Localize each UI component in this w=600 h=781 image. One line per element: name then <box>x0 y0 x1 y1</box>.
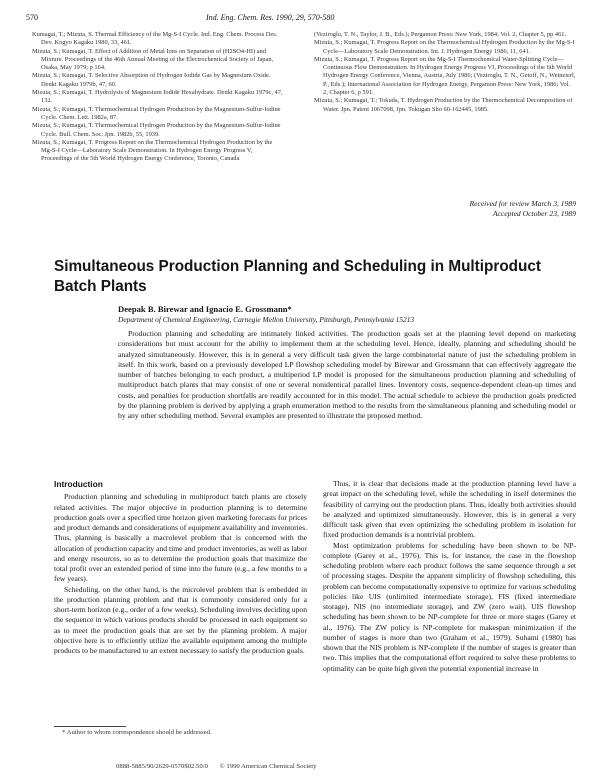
references-left-column <box>32 31 284 164</box>
body-paragraph: Most optimization problems for scheduling have been shown to be NP-complete (Garey et al., 1976). This is, for instance, the case in the flowshop scheduling problem where each product follows the same sequence through a set of processing stages. Despite the apparent simplicity of flowshop scheduling, this problem can become computationally expensive to optimize for various scheduling policies like UIS (unlimited intermediate storage), FIS (fixed intermediate storage), NIS (no intermediate storage), and ZW (zero wait). UIS flowshop scheduling has been shown to be NP-complete for three or more stages (Garey et al., 1976). The ZW policy is NP-complete for makespan minimization if the number of stages is more than two (Graham et al., 1979). Suhami (1980) has shown that the NIS problem is NP-complete if the number of stages is greater than two. This implies that the computational effort required to solve these problems to optimality can be quite high given the potential exponential increase in <box>323 540 576 673</box>
footnote-divider <box>54 726 126 727</box>
reference-entry: Mizuta, S.; Kumagai, T. Progress Report on the Thermochemical Hydrogen Production by the Mg-S-I Cycle—Laboratory Scale Demonstration. Int. J. Hydrogen Energy 1986, 11, 641. <box>314 39 575 55</box>
abstract-text: Production planning and scheduling are intimately linked activities. The production goals set at the planning level depend on marketing considerations but must account for the ability to implement them at the scheduling level. Hence, ideally, planning and scheduling should be analyzed simultaneously. However, this is in general a very difficult task given the large combinatorial nature of just the scheduling problem in itself. In this work, based on a previously developed LP flowshop scheduling model by Birewar and Grossmann that can effectively aggregate the number of batches belonging to each product, a multiperiod LP model is proposed for the simultaneous production planning and scheduling of multiproduct batch plants that may consist of one or several nonidentical parallel lines. Inventory costs, sequence-dependent clean-up times and costs, and penalties for production shortfalls are readily accounted for in this model. The actual schedule to achieve the production goals predicted by the planning problem is derived by applying a graph enumeration method to the results from the simultaneous planning and scheduling model or by any other scheduling method. Several examples are presented to illustrate the proposed method. <box>118 329 576 421</box>
page-footer <box>116 763 316 770</box>
reference-entry: Mizuta, S.; Kumagai, T. Thermochemical Hydrogen Production by the Magnesium-Sulfur-Iodine Cycle. Bull. Chem. Soc. Jpn. 1982b, 55, 1939. <box>32 122 281 138</box>
abstract <box>118 329 576 422</box>
reference-entry: Mizuta, S.; Kumagai, T. Progress Report on the Thermochemical Hydrogen Production by the Mg-S-I Cycle—Laboratory Scale Demonstration. In Hydrogen Energy Progress V, Proceedings of the 5th World Hydrogen Energy Conference, Toronto, Canada <box>32 138 273 163</box>
footnote: * Author to whom correspondence should be addressed. <box>62 729 212 736</box>
received-dates <box>430 199 576 219</box>
body-column-left <box>54 479 307 656</box>
body-column-right <box>323 479 576 674</box>
body-paragraph: Thus, it is clear that decisions made at the production planning level have a great impact on the scheduling level, while the scheduling in itself determines the feasibility of carrying out the production plans. Thus, ideally both activities should be analyzed and optimized simultaneously. However, this is in general a very difficult task given that even optimizing the scheduling problem in isolation for fixed production demands is a nontrivial problem. <box>323 479 576 540</box>
author-affiliation: Department of Chemical Engineering, Carnegie Mellon University, Pittsburgh, Pennsylvania 15213 <box>118 315 415 324</box>
page-number: 570 <box>26 13 38 22</box>
body-paragraph: Scheduling, on the other hand, is the microlevel problem that is embedded in the production planning problem and that is commonly considered only for a short-term horizon (e.g., order of a few weeks). Scheduling involves deciding upon the sequence in which various products should be processed in each equipment so as to meet the production goals that are set by the planning problem. A major objective here is to efficiently utilize the available equipment among the multiple products to be manufactured to an extent necessary to satisfy the production goals. <box>54 584 307 655</box>
received-date: Received for review March 3, 1989 <box>469 199 576 208</box>
accepted-date: Accepted October 23, 1989 <box>492 209 576 218</box>
reference-entry: Kumagai, T.; Mizuta, S. Thermal Efficiency of the Mg-S-I Cycle. Ind. Eng. Chem. Process Des. Dev. Kogyo Kagaku 1980, 33, 461. <box>32 31 278 47</box>
references-right-column <box>314 31 576 114</box>
reference-entry: Mizuta, S.; Kumagai, T. Hydrolysis of Magnesium Iodide Hexahydrate. Denki Kagaku 1979c, 47, 132. <box>32 89 283 105</box>
copyright: © 1990 American Chemical Society <box>219 763 317 770</box>
reference-entry: (Veziroglu, T. N., Taylor, J. B., Eds.); Pergamon Press: New York, 1984; Vol. 2, Chapter 5, pp 461. <box>314 31 567 38</box>
reference-entry: Mizuta, S.; Kumagai, T. Thermochemical Hydrogen Production by the Magnesium-Sulfur-Iodine Cycle. Chem. Lett. 1982a, 87. <box>32 105 281 121</box>
reference-entry: Mizuta, S.; Kumagai, T. Effect of Addition of Metal Ions on Separation of (H2SO4-HI) and Mixture. Proceedings of the 46th Annual Meeting of the Electrochemical Society of Japan, Osaka, May 1979; p 164. <box>32 47 274 72</box>
journal-reference: Ind. Eng. Chem. Res. 1990, 29, 570-580 <box>206 13 335 22</box>
reference-entry: Mizuta, S.; Kumagai, T.; Tokuda, T. Hydrogen Production by the Thermochemical Decomposition of Water. Jpn. Patent 1067098, Jpn. Tokugan Sho 60-162445, 1985. <box>314 97 573 113</box>
running-header <box>26 13 574 25</box>
article-authors: Deepak B. Birewar and Ignacio E. Grossmann* <box>118 304 292 314</box>
body-paragraph: Production planning and scheduling in multiproduct batch plants are closely related activities. The major objective in production planning is to determine production goals over a specified time horizon given marketing forecasts for prices and product demands and considerations of equipment availability and inventories. Thus, planning is basically a macrolevel problem that is concerned with the allocation of production capacity and time and product inventories, as well as labor and energy resources, so as to determine the production goals that maximize the total profit over an extended period of time into the future (e.g., a few months to a few years). <box>54 492 307 584</box>
article-code: 0888-5885/90/2629-0570$02.50/0 <box>116 763 208 770</box>
section-heading-introduction: Introduction <box>54 479 103 489</box>
reference-entry: Mizuta, S.; Kumagai, T. Progress Report on the Mg-S-I Thermochemical Water-Splitting Cycle—Continuous Flow Demonstration. In Hydrogen Energy Progress VI, Proceedings of the 6th World Hydrogen Energy Conference, Vienna, Austria, July 1986; (Veziroglu, T. N., Getoff, N., Weinzierl, P., Eds.); International Association for Hydrogen Energy, Pergamon Press: New York, 1986; Vol. 2, Chapter 6, p 591. <box>314 55 576 97</box>
reference-entry: Mizuta, S.; Kumagai, T. Selective Absorption of Hydrogen Iodide Gas by Magnesium Oxide. Denki Kagaku 1979b, 47, 60. <box>32 72 271 88</box>
article-title: Simultaneous Production Planning and Scheduling in Multiproduct Batch Plants <box>54 258 541 295</box>
